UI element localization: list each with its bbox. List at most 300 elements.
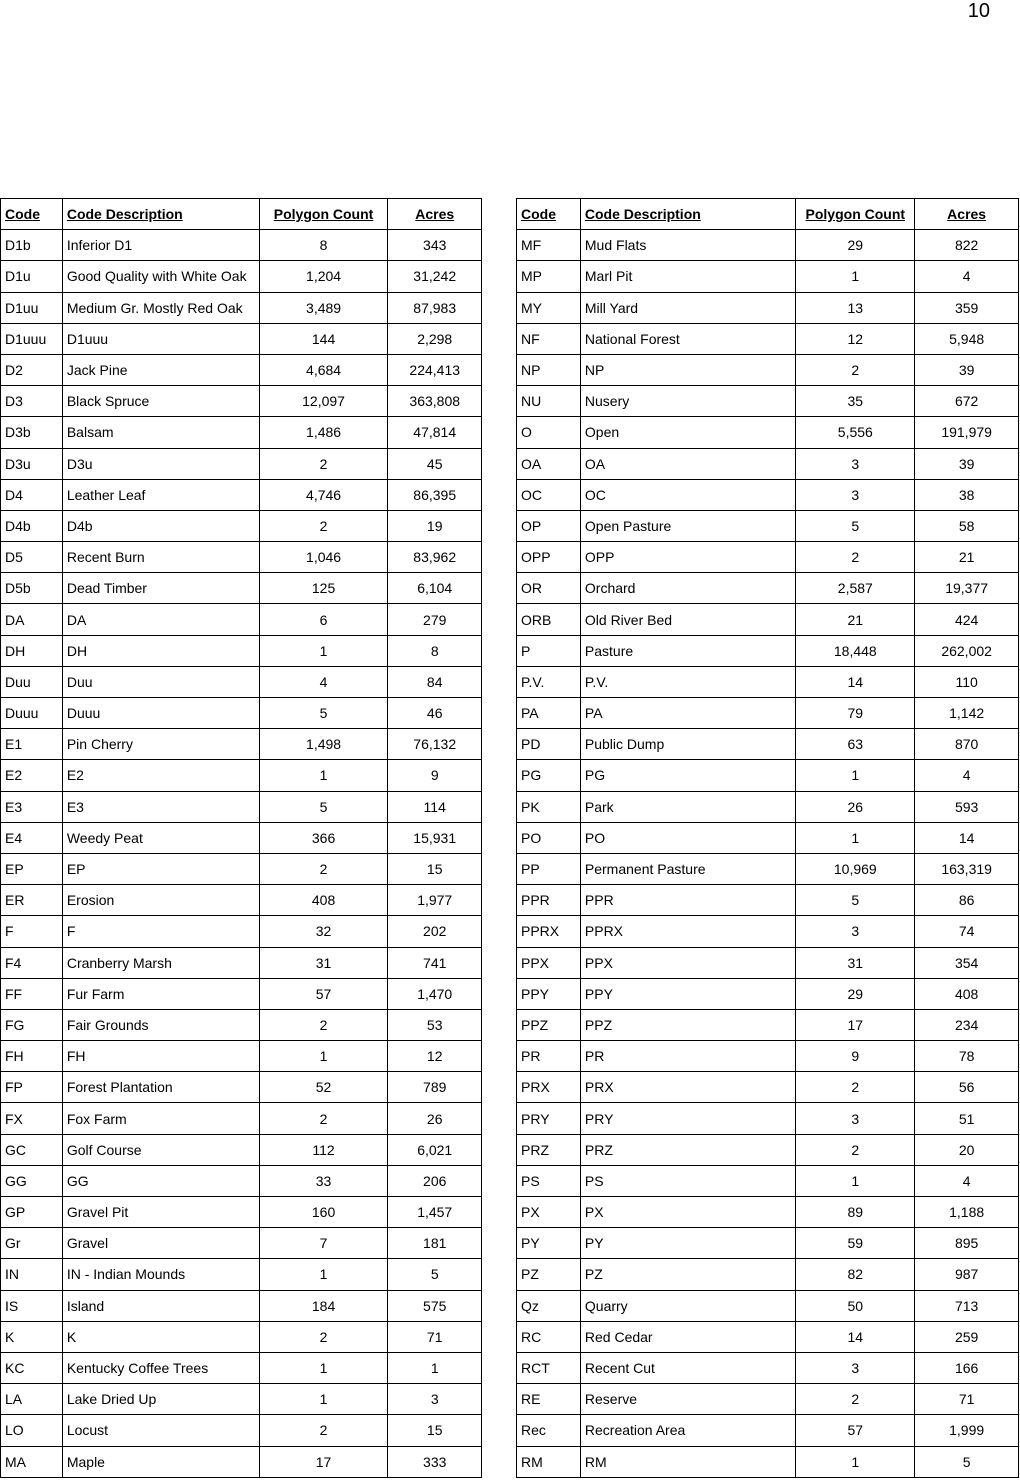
cell-code: D1uu <box>1 292 63 323</box>
cell-code-description: Inferior D1 <box>62 230 259 261</box>
cell-polygon-count: 3 <box>796 1103 915 1134</box>
cell-code: Gr <box>1 1228 63 1259</box>
cell-polygon-count: 5 <box>796 510 915 541</box>
cell-code-description: OC <box>580 479 795 510</box>
cell-code-description: Public Dump <box>580 729 795 760</box>
cell-polygon-count: 17 <box>796 1009 915 1040</box>
cell-code: PPRX <box>517 916 581 947</box>
header-code-description: Code Description <box>62 199 259 230</box>
table-row <box>517 978 1019 1009</box>
table-row <box>1 885 482 916</box>
cell-code-description: IN - Indian Mounds <box>62 1259 259 1290</box>
cell-acres: 181 <box>388 1228 482 1259</box>
cell-polygon-count: 112 <box>259 1134 388 1165</box>
table-row <box>1 1415 482 1446</box>
cell-acres: 191,979 <box>915 417 1019 448</box>
cell-code-description: Fur Farm <box>62 978 259 1009</box>
table-row <box>517 1384 1019 1415</box>
cell-code: D4 <box>1 479 63 510</box>
table-row <box>1 760 482 791</box>
table-row <box>517 885 1019 916</box>
cell-polygon-count: 144 <box>259 323 388 354</box>
cell-code: MP <box>517 261 581 292</box>
cell-polygon-count: 5 <box>259 791 388 822</box>
table-row <box>1 1134 482 1165</box>
cell-polygon-count: 14 <box>796 666 915 697</box>
cell-polygon-count: 2 <box>796 1072 915 1103</box>
cell-code: D3b <box>1 417 63 448</box>
table-header-row <box>1 199 482 230</box>
cell-code-description: Nusery <box>580 386 795 417</box>
table-row <box>1 978 482 1009</box>
cell-acres: 363,808 <box>388 386 482 417</box>
table-row <box>517 386 1019 417</box>
cell-code: Duuu <box>1 698 63 729</box>
cell-acres: 672 <box>915 386 1019 417</box>
cell-acres: 53 <box>388 1009 482 1040</box>
cell-code: EP <box>1 853 63 884</box>
cell-code-description: Golf Course <box>62 1134 259 1165</box>
table-row <box>1 698 482 729</box>
cell-code: IS <box>1 1290 63 1321</box>
cell-polygon-count: 89 <box>796 1197 915 1228</box>
table-row <box>1 635 482 666</box>
cell-polygon-count: 1,486 <box>259 417 388 448</box>
cell-code-description: PX <box>580 1197 795 1228</box>
cell-polygon-count: 4,746 <box>259 479 388 510</box>
right-table-body <box>517 230 1019 1478</box>
cell-code: RCT <box>517 1352 581 1383</box>
cell-code-description: Gravel <box>62 1228 259 1259</box>
table-row <box>1 292 482 323</box>
cell-code: F <box>1 916 63 947</box>
header-polygon-count: Polygon Count <box>259 199 388 230</box>
cell-code-description: FH <box>62 1041 259 1072</box>
cell-acres: 354 <box>915 947 1019 978</box>
cell-acres: 86,395 <box>388 479 482 510</box>
cell-acres: 8 <box>388 635 482 666</box>
cell-code-description: Dead Timber <box>62 573 259 604</box>
cell-acres: 84 <box>388 666 482 697</box>
cell-code: KC <box>1 1352 63 1383</box>
cell-polygon-count: 4,684 <box>259 354 388 385</box>
cell-polygon-count: 9 <box>796 1041 915 1072</box>
cell-polygon-count: 33 <box>259 1165 388 1196</box>
cell-polygon-count: 2 <box>796 542 915 573</box>
table-row <box>1 573 482 604</box>
table-row <box>1 1041 482 1072</box>
cell-polygon-count: 1 <box>259 1384 388 1415</box>
cell-acres: 5,948 <box>915 323 1019 354</box>
cell-code: PPR <box>517 885 581 916</box>
cell-code: RC <box>517 1321 581 1352</box>
cell-code-description: Medium Gr. Mostly Red Oak <box>62 292 259 323</box>
cell-polygon-count: 2 <box>259 1321 388 1352</box>
cell-polygon-count: 366 <box>259 822 388 853</box>
cell-code-description: Good Quality with White Oak <box>62 261 259 292</box>
cell-code: OR <box>517 573 581 604</box>
cell-acres: 71 <box>915 1384 1019 1415</box>
table-row <box>1 1352 482 1383</box>
cell-code: D1uuu <box>1 323 63 354</box>
cell-code: OP <box>517 510 581 541</box>
cell-code-description: EP <box>62 853 259 884</box>
cell-code-description: PPY <box>580 978 795 1009</box>
cell-polygon-count: 32 <box>259 916 388 947</box>
cell-code: MF <box>517 230 581 261</box>
cell-acres: 15 <box>388 1415 482 1446</box>
table-row <box>517 1165 1019 1196</box>
cell-acres: 114 <box>388 791 482 822</box>
cell-acres: 9 <box>388 760 482 791</box>
cell-code-description: National Forest <box>580 323 795 354</box>
cell-acres: 58 <box>915 510 1019 541</box>
cell-polygon-count: 6 <box>259 604 388 635</box>
cell-code: NF <box>517 323 581 354</box>
cell-polygon-count: 3 <box>796 448 915 479</box>
table-row <box>1 1197 482 1228</box>
table-row <box>517 635 1019 666</box>
cell-acres: 83,962 <box>388 542 482 573</box>
table-row <box>517 323 1019 354</box>
cell-code: PP <box>517 853 581 884</box>
cell-code-description: K <box>62 1321 259 1352</box>
cell-polygon-count: 184 <box>259 1290 388 1321</box>
table-row <box>517 1228 1019 1259</box>
table-row <box>517 666 1019 697</box>
cell-code-description: Orchard <box>580 573 795 604</box>
cell-polygon-count: 31 <box>259 947 388 978</box>
cell-acres: 234 <box>915 1009 1019 1040</box>
cell-code-description: PO <box>580 822 795 853</box>
cell-code: E1 <box>1 729 63 760</box>
cell-code: NU <box>517 386 581 417</box>
table-row <box>517 853 1019 884</box>
table-row <box>517 573 1019 604</box>
cell-acres: 78 <box>915 1041 1019 1072</box>
cell-acres: 86 <box>915 885 1019 916</box>
cell-polygon-count: 5,556 <box>796 417 915 448</box>
cell-polygon-count: 2 <box>259 853 388 884</box>
cell-code: PRY <box>517 1103 581 1134</box>
cell-polygon-count: 2 <box>259 1103 388 1134</box>
table-row <box>517 1415 1019 1446</box>
cell-code-description: PPX <box>580 947 795 978</box>
cell-code-description: PA <box>580 698 795 729</box>
cell-code-description: Open <box>580 417 795 448</box>
cell-polygon-count: 1 <box>259 1259 388 1290</box>
cell-code: E4 <box>1 822 63 853</box>
cell-acres: 987 <box>915 1259 1019 1290</box>
table-row <box>1 666 482 697</box>
cell-code-description: Maple <box>62 1446 259 1477</box>
cell-code-description: OPP <box>580 542 795 573</box>
cell-acres: 789 <box>388 1072 482 1103</box>
cell-acres: 46 <box>388 698 482 729</box>
cell-code-description: D1uuu <box>62 323 259 354</box>
cell-code-description: NP <box>580 354 795 385</box>
table-row <box>517 479 1019 510</box>
cell-acres: 45 <box>388 448 482 479</box>
cell-acres: 4 <box>915 760 1019 791</box>
header-acres: Acres <box>388 199 482 230</box>
cell-code: D4b <box>1 510 63 541</box>
cell-polygon-count: 82 <box>796 1259 915 1290</box>
cell-polygon-count: 3,489 <box>259 292 388 323</box>
cell-code: GC <box>1 1134 63 1165</box>
cell-acres: 19 <box>388 510 482 541</box>
cell-code: PR <box>517 1041 581 1072</box>
cell-code-description: GG <box>62 1165 259 1196</box>
cell-acres: 1,457 <box>388 1197 482 1228</box>
cell-polygon-count: 12 <box>796 323 915 354</box>
table-row <box>1 1259 482 1290</box>
cell-code: PG <box>517 760 581 791</box>
table-row <box>1 791 482 822</box>
table-row <box>1 1009 482 1040</box>
cell-code-description: Mill Yard <box>580 292 795 323</box>
cell-code-description: Cranberry Marsh <box>62 947 259 978</box>
cell-polygon-count: 3 <box>796 916 915 947</box>
cell-acres: 713 <box>915 1290 1019 1321</box>
cell-code: DA <box>1 604 63 635</box>
cell-code: D3u <box>1 448 63 479</box>
cell-code: PZ <box>517 1259 581 1290</box>
cell-polygon-count: 10,969 <box>796 853 915 884</box>
cell-polygon-count: 29 <box>796 230 915 261</box>
cell-code: MA <box>1 1446 63 1477</box>
cell-acres: 6,021 <box>388 1134 482 1165</box>
cell-polygon-count: 2 <box>259 448 388 479</box>
cell-code: P.V. <box>517 666 581 697</box>
table-row <box>517 1352 1019 1383</box>
cell-code: PD <box>517 729 581 760</box>
cell-polygon-count: 2 <box>259 1009 388 1040</box>
cell-acres: 14 <box>915 822 1019 853</box>
cell-polygon-count: 2 <box>796 354 915 385</box>
table-row <box>1 510 482 541</box>
cell-code: PO <box>517 822 581 853</box>
cell-polygon-count: 4 <box>259 666 388 697</box>
table-row <box>1 822 482 853</box>
cell-polygon-count: 12,097 <box>259 386 388 417</box>
table-row <box>517 822 1019 853</box>
table-row <box>517 1290 1019 1321</box>
cell-code: PX <box>517 1197 581 1228</box>
cell-code-description: Gravel Pit <box>62 1197 259 1228</box>
cell-polygon-count: 2 <box>796 1134 915 1165</box>
cell-acres: 39 <box>915 448 1019 479</box>
cell-code-description: Duu <box>62 666 259 697</box>
table-row <box>1 261 482 292</box>
table-row <box>517 1321 1019 1352</box>
cell-acres: 359 <box>915 292 1019 323</box>
cell-polygon-count: 17 <box>259 1446 388 1477</box>
cell-polygon-count: 52 <box>259 1072 388 1103</box>
cell-acres: 343 <box>388 230 482 261</box>
cell-code: F4 <box>1 947 63 978</box>
cell-acres: 6,104 <box>388 573 482 604</box>
cell-code: Rec <box>517 1415 581 1446</box>
cell-code: E3 <box>1 791 63 822</box>
cell-code: LA <box>1 1384 63 1415</box>
table-row <box>517 916 1019 947</box>
cell-acres: 15,931 <box>388 822 482 853</box>
cell-code-description: OA <box>580 448 795 479</box>
cell-polygon-count: 59 <box>796 1228 915 1259</box>
cell-polygon-count: 1 <box>259 1352 388 1383</box>
table-row <box>517 1197 1019 1228</box>
cell-polygon-count: 2 <box>259 1415 388 1446</box>
table-row <box>517 448 1019 479</box>
cell-code-description: Mud Flats <box>580 230 795 261</box>
cell-acres: 71 <box>388 1321 482 1352</box>
cell-acres: 593 <box>915 791 1019 822</box>
table-row <box>1 1228 482 1259</box>
cell-acres: 1 <box>388 1352 482 1383</box>
cell-code: PRZ <box>517 1134 581 1165</box>
cell-code: D2 <box>1 354 63 385</box>
cell-acres: 21 <box>915 542 1019 573</box>
cell-code: Qz <box>517 1290 581 1321</box>
cell-acres: 5 <box>915 1446 1019 1477</box>
table-row <box>517 947 1019 978</box>
cell-acres: 4 <box>915 261 1019 292</box>
cell-code: D1u <box>1 261 63 292</box>
cell-code: D1b <box>1 230 63 261</box>
cell-code-description: Reserve <box>580 1384 795 1415</box>
header-code-description: Code Description <box>580 199 795 230</box>
cell-polygon-count: 1 <box>796 1446 915 1477</box>
cell-acres: 74 <box>915 916 1019 947</box>
cell-polygon-count: 14 <box>796 1321 915 1352</box>
table-row <box>517 1072 1019 1103</box>
cell-acres: 26 <box>388 1103 482 1134</box>
header-code: Code <box>1 199 63 230</box>
cell-polygon-count: 1,498 <box>259 729 388 760</box>
cell-code: Duu <box>1 666 63 697</box>
table-row <box>517 1009 1019 1040</box>
cell-polygon-count: 57 <box>796 1415 915 1446</box>
cell-code-description: Weedy Peat <box>62 822 259 853</box>
cell-code: GP <box>1 1197 63 1228</box>
cell-polygon-count: 13 <box>796 292 915 323</box>
cell-polygon-count: 35 <box>796 386 915 417</box>
cell-acres: 741 <box>388 947 482 978</box>
table-row <box>1 1072 482 1103</box>
cell-polygon-count: 1 <box>796 1165 915 1196</box>
cell-code-description: Pin Cherry <box>62 729 259 760</box>
cell-code: K <box>1 1321 63 1352</box>
cell-polygon-count: 1 <box>796 261 915 292</box>
cell-code: PA <box>517 698 581 729</box>
cell-polygon-count: 2 <box>259 510 388 541</box>
table-row <box>1 417 482 448</box>
cell-acres: 38 <box>915 479 1019 510</box>
cell-code-description: Pasture <box>580 635 795 666</box>
cell-code: OA <box>517 448 581 479</box>
table-row <box>1 1103 482 1134</box>
table-row <box>1 1384 482 1415</box>
cell-code: RM <box>517 1446 581 1477</box>
cell-acres: 39 <box>915 354 1019 385</box>
cell-code: OPP <box>517 542 581 573</box>
code-table-right <box>516 198 1019 1478</box>
cell-code-description: Forest Plantation <box>62 1072 259 1103</box>
cell-code: E2 <box>1 760 63 791</box>
cell-acres: 20 <box>915 1134 1019 1165</box>
cell-polygon-count: 1 <box>259 635 388 666</box>
table-row <box>1 1321 482 1352</box>
cell-acres: 166 <box>915 1352 1019 1383</box>
cell-acres: 76,132 <box>388 729 482 760</box>
table-row <box>517 1446 1019 1477</box>
header-acres: Acres <box>915 199 1019 230</box>
table-row <box>517 729 1019 760</box>
cell-polygon-count: 26 <box>796 791 915 822</box>
table-row <box>1 542 482 573</box>
cell-code: OC <box>517 479 581 510</box>
cell-polygon-count: 63 <box>796 729 915 760</box>
cell-code: FP <box>1 1072 63 1103</box>
cell-code-description: DH <box>62 635 259 666</box>
cell-acres: 895 <box>915 1228 1019 1259</box>
table-row <box>517 1259 1019 1290</box>
cell-acres: 1,188 <box>915 1197 1019 1228</box>
cell-code-description: PPZ <box>580 1009 795 1040</box>
cell-code-description: Recreation Area <box>580 1415 795 1446</box>
table-row <box>517 791 1019 822</box>
cell-code: FG <box>1 1009 63 1040</box>
cell-code-description: E2 <box>62 760 259 791</box>
cell-acres: 163,319 <box>915 853 1019 884</box>
cell-acres: 408 <box>915 978 1019 1009</box>
cell-polygon-count: 125 <box>259 573 388 604</box>
cell-code-description: Locust <box>62 1415 259 1446</box>
cell-polygon-count: 408 <box>259 885 388 916</box>
cell-polygon-count: 1,046 <box>259 542 388 573</box>
cell-acres: 110 <box>915 666 1019 697</box>
table-row <box>517 698 1019 729</box>
cell-polygon-count: 1,204 <box>259 261 388 292</box>
cell-polygon-count: 57 <box>259 978 388 1009</box>
cell-acres: 5 <box>388 1259 482 1290</box>
table-row <box>1 386 482 417</box>
cell-acres: 333 <box>388 1446 482 1477</box>
cell-code-description: PRX <box>580 1072 795 1103</box>
left-table-body <box>1 230 482 1478</box>
cell-acres: 279 <box>388 604 482 635</box>
cell-acres: 1,470 <box>388 978 482 1009</box>
cell-polygon-count: 3 <box>796 1352 915 1383</box>
cell-acres: 259 <box>915 1321 1019 1352</box>
cell-acres: 224,413 <box>388 354 482 385</box>
cell-code-description: E3 <box>62 791 259 822</box>
cell-code: ORB <box>517 604 581 635</box>
cell-code: FH <box>1 1041 63 1072</box>
cell-code-description: Permanent Pasture <box>580 853 795 884</box>
table-row <box>1 729 482 760</box>
cell-code-description: DA <box>62 604 259 635</box>
cell-code-description: PY <box>580 1228 795 1259</box>
cell-polygon-count: 1 <box>796 760 915 791</box>
cell-code-description: Lake Dried Up <box>62 1384 259 1415</box>
cell-code: PY <box>517 1228 581 1259</box>
cell-code-description: Quarry <box>580 1290 795 1321</box>
cell-polygon-count: 7 <box>259 1228 388 1259</box>
cell-acres: 262,002 <box>915 635 1019 666</box>
cell-code-description: Marl Pit <box>580 261 795 292</box>
